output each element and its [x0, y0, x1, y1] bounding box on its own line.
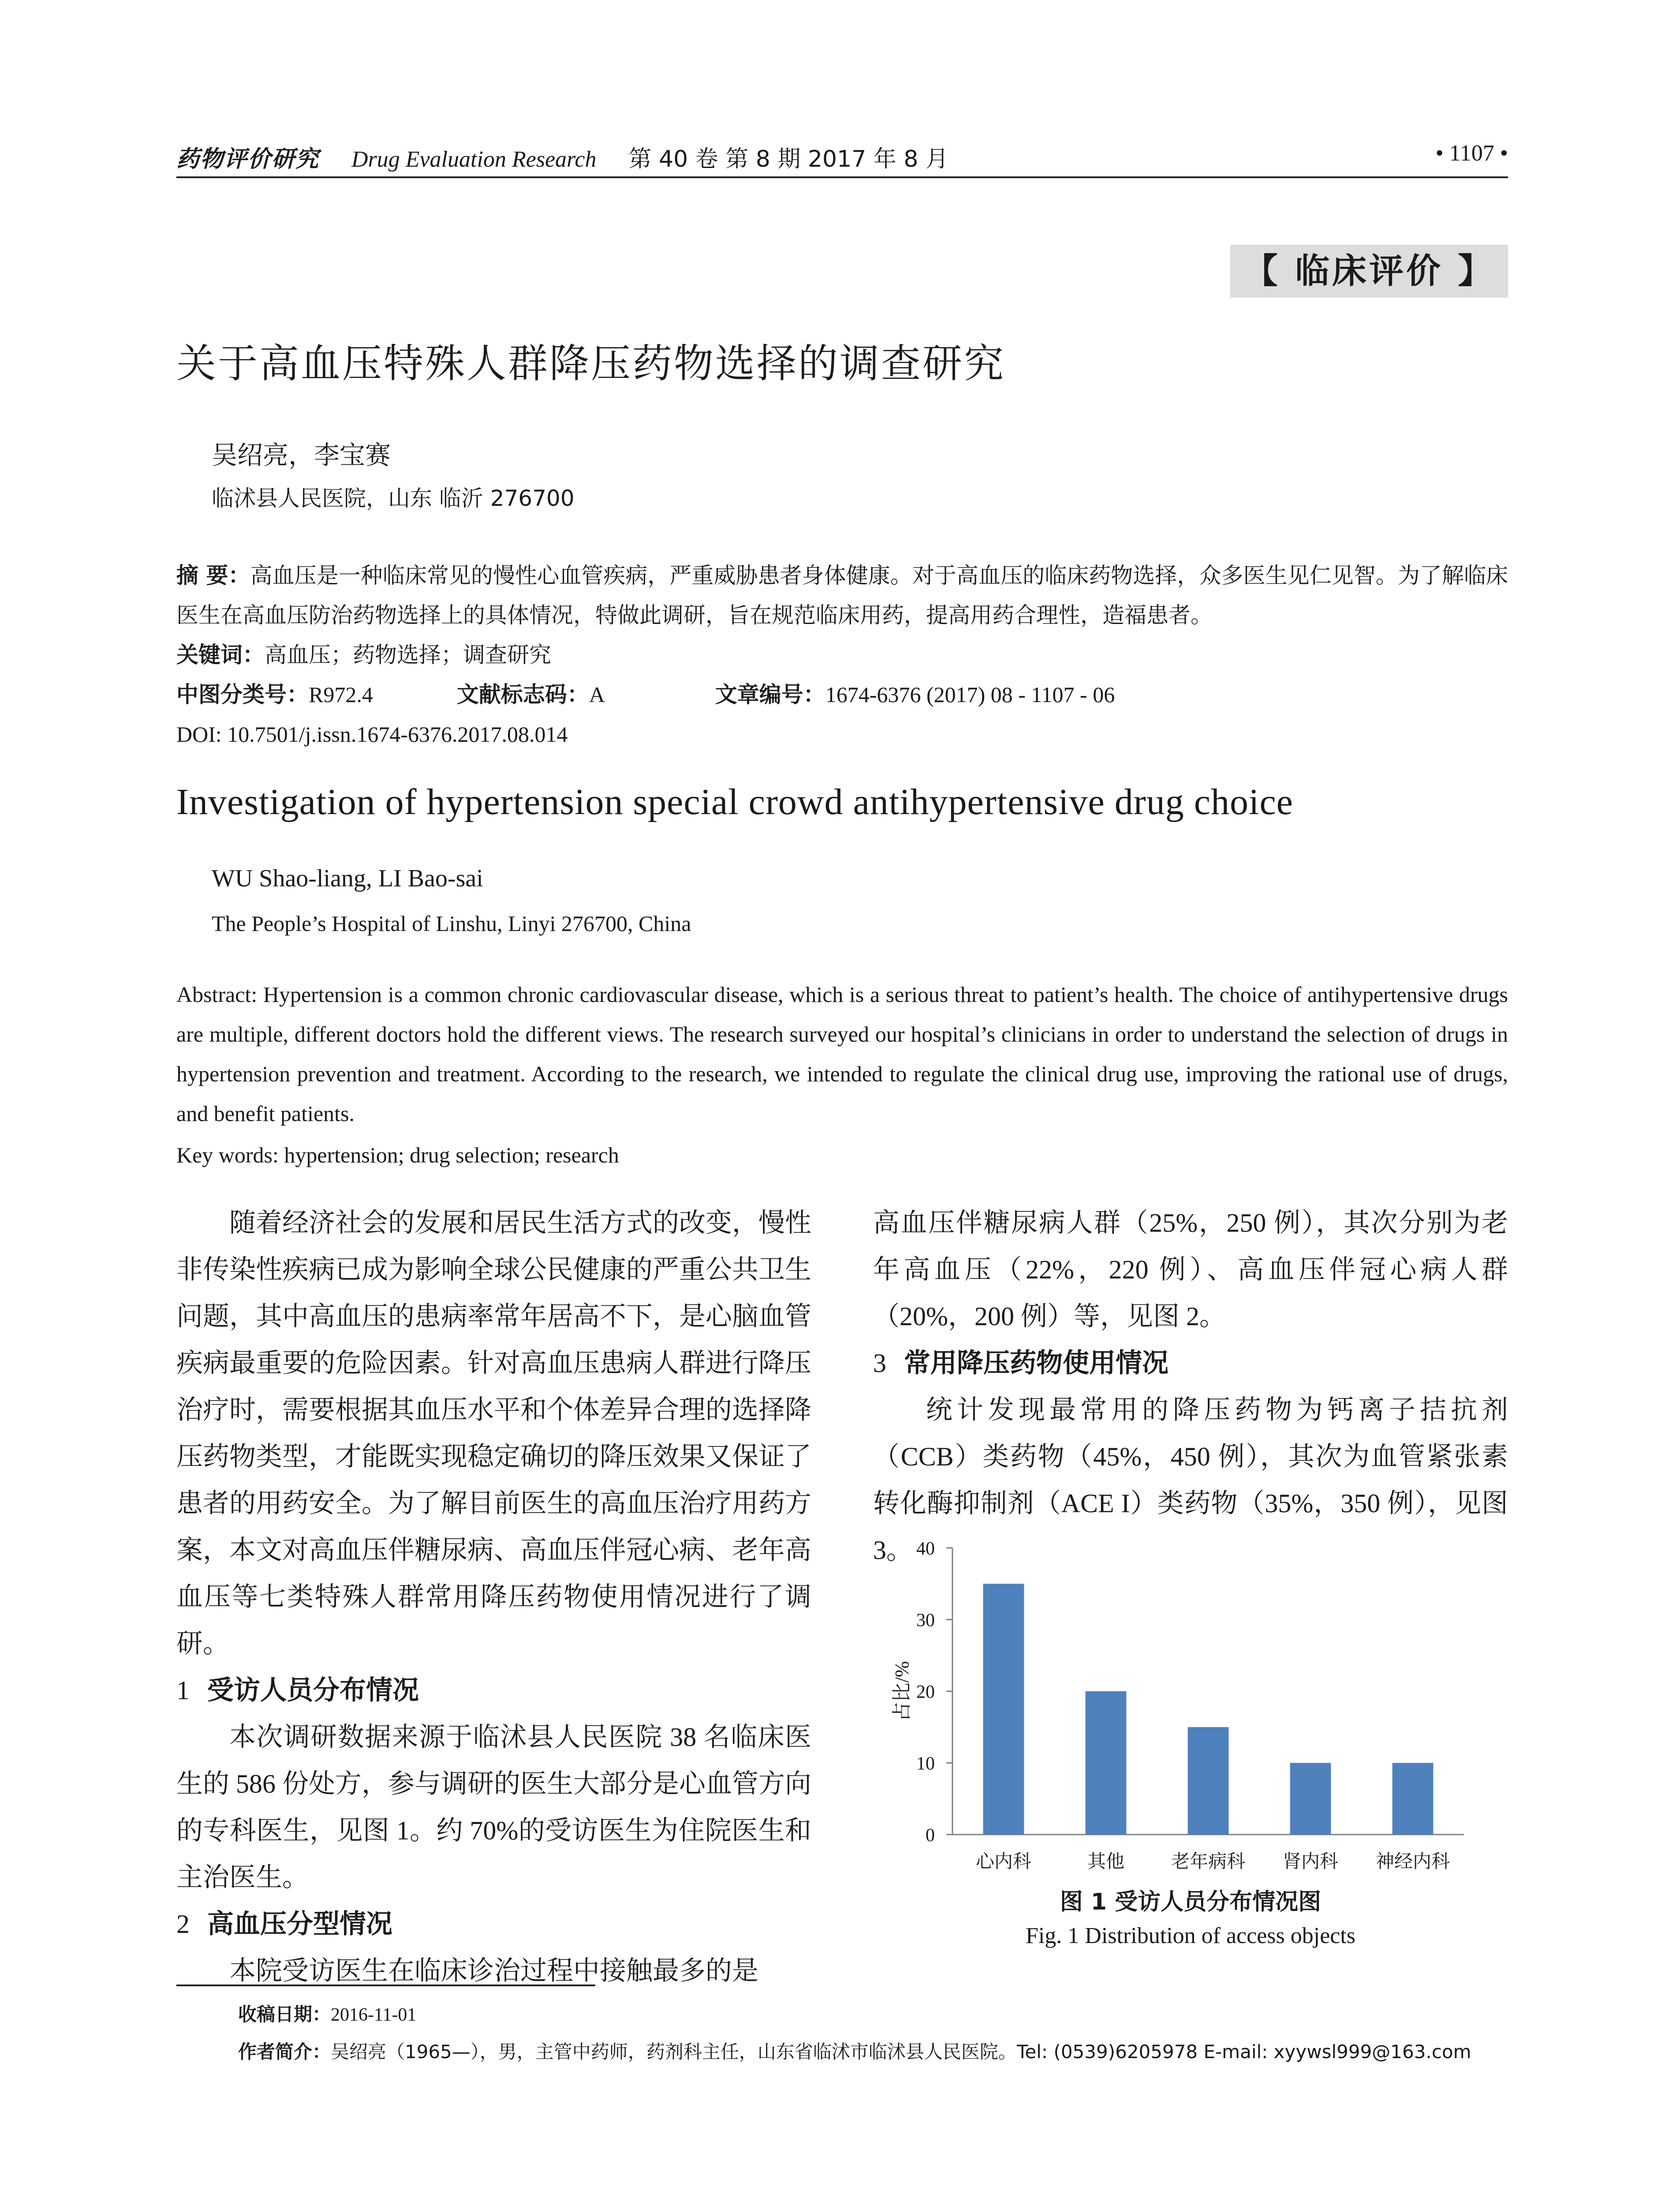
keywords-cn-label: 关键词： — [176, 642, 265, 668]
keywords-cn — [176, 635, 1508, 675]
chart-bar — [1086, 1691, 1127, 1835]
document-code — [457, 675, 708, 714]
chart-bar — [1290, 1763, 1331, 1835]
y-axis-label: 占比/% — [891, 1661, 913, 1722]
clc-value: R972.4 — [309, 682, 373, 707]
author-bio-label: 作者简介： — [238, 2041, 331, 2063]
x-category-label: 心内科 — [975, 1850, 1032, 1872]
footnote-author-bio — [238, 2037, 1471, 2064]
clc-code — [176, 675, 450, 714]
x-category-label: 神经内科 — [1375, 1850, 1450, 1872]
y-tick-label: 10 — [916, 1753, 935, 1774]
chart-bar — [1393, 1763, 1434, 1835]
x-category-label: 老年病科 — [1171, 1850, 1246, 1872]
section-heading-1 — [176, 1667, 811, 1714]
abstract-en-text: Hypertension is a common chronic cardiovascular disease, which is a serious threat to patient’s health. The choice of antihypertensive drugs are multiple, different doctors hold the different views. The research surveyed our hospital’s clinicians in order to understand the selection of drugs in hypertension prevention and treatment. According to the research, we intended to regulate the clinical drug use, improving the rational use of drugs, and benefit patients. — [176, 982, 1508, 1126]
y-tick-label: 20 — [916, 1682, 935, 1702]
section-number-1: 1 — [176, 1676, 190, 1705]
title-en: Investigation of hypertension special crowd antihypertensive drug choice — [176, 781, 1293, 822]
body-column-left — [176, 1200, 811, 1994]
section-2-paragraph: 本院受访医生在临床诊治过程中接触最多的是 — [229, 1956, 758, 1985]
section-3-paragraph: 统计发现最常用的降压药物为钙离子拮抗剂（CCB）类药物（45%，450 例），其次为血管紧张素转化酶抑制剂（ACE I）类药物（35%，350 例），见图 3。 — [873, 1395, 1508, 1565]
journal-name-cn: 药物评价研究 — [176, 146, 320, 172]
affiliation-cn: 临沭县人民医院，山东 临沂 276700 — [212, 486, 575, 511]
footnote-rule — [176, 1984, 595, 1986]
section-heading-3 — [873, 1340, 1508, 1387]
header-rule — [176, 176, 1508, 178]
y-tick-label: 30 — [916, 1610, 935, 1631]
section-2-continued: 高血压伴糖尿病人群（25%，250 例），其次分别为老年高血压（22%，220 例）、高血压伴冠心病人群（20%，200 例）等，见图 2。 — [873, 1208, 1508, 1331]
chart-bar — [983, 1584, 1024, 1835]
running-header — [176, 140, 1508, 176]
article-label: 文章编号： — [715, 682, 825, 707]
clc-label: 中图分类号： — [176, 682, 309, 707]
doi[interactable]: DOI: 10.7501/j.issn.1674-6376.2017.08.014 — [176, 722, 568, 747]
y-tick-labels — [916, 1539, 952, 1846]
footnote-received — [238, 2000, 416, 2026]
intro-paragraph: 随着经济社会的发展和居民生活方式的改变，慢性非传染性疾病已成为影响全球公民健康的严重公共卫生问题，其中高血压的患病率常年居高不下，是心脑血管疾病最重要的危险因素。针对高血压患病人群进行降压治疗时，需要根据其血压水平和个体差异合理的选择降压药物类型，才能既实现稳定确切的降压效果又保证了患者的用药安全。为了解目前医生的高血压治疗用药方案，本文对高血压伴糖尿病、高血压伴冠心病、老年高血压等七类特殊人群常用降压药物使用情况进行了调研。 — [176, 1208, 811, 1658]
section-tag: 【 临床评价 】 — [1230, 245, 1508, 298]
doc-value: A — [589, 682, 605, 707]
section-title-1: 受访人员分布情况 — [207, 1675, 419, 1706]
issue-info: 第 40 卷 第 8 期 2017 年 8 月 — [628, 146, 948, 172]
affiliation-en: The People’s Hospital of Linshu, Linyi 276700, China — [212, 911, 691, 936]
author-bio-text: 吴绍亮（1965—），男，主管中药师，药剂科主任，山东省临沭市临沭县人民医院。Tel: (0539)6205978 E-mail: xyywsl999@163.com — [331, 2041, 1471, 2063]
keywords-cn-text: 高血压；药物选择；调查研究 — [265, 642, 551, 668]
body-column-right — [873, 1200, 1508, 1573]
journal-name-en: Drug Evaluation Research — [351, 147, 597, 172]
x-tick-labels — [976, 1850, 1450, 1872]
abstract-en — [176, 975, 1508, 1133]
page-number: • 1107 • — [1435, 141, 1508, 166]
abstract-cn — [176, 556, 1508, 635]
received-date: 2016-11-01 — [331, 2005, 417, 2025]
chart-bars — [983, 1584, 1434, 1835]
article-value: 1674-6376 (2017) 08 - 1107 - 06 — [825, 682, 1115, 707]
keywords-en — [176, 1142, 619, 1168]
x-category-label: 其他 — [1087, 1850, 1125, 1872]
section-heading-2 — [176, 1901, 811, 1947]
authors-en: WU Shao-liang, LI Bao-sai — [212, 865, 483, 892]
classification-codes — [176, 675, 1508, 714]
chart-bar — [1188, 1727, 1229, 1835]
authors-cn: 吴绍亮，李宝赛 — [212, 440, 391, 470]
x-category-label: 肾内科 — [1282, 1850, 1339, 1872]
section-1-paragraph: 本次调研数据来源于临沭县人民医院 38 名临床医生的 586 份处方，参与调研的医生大部分是心血管方向的专科医生，见图 1。约 70%的受访医生为住院医生和主治医生。 — [176, 1723, 811, 1892]
abstract-cn-text: 高血压是一种临床常见的慢性心血管疾病，严重威胁患者身体健康。对于高血压的临床药物选择，众多医生见仁见智。为了解临床医生在高血压防治药物选择上的具体情况，特做此调研，旨在规范临床用药，提高用药合理性，造福患者。 — [176, 563, 1508, 628]
keywords-en-text: hypertension; drug selection; research — [278, 1143, 619, 1167]
doc-label: 文献标志码： — [456, 682, 589, 707]
section-title-2: 高血压分型情况 — [207, 1909, 392, 1940]
figure-1-bar-chart — [873, 1530, 1508, 1910]
figure-caption-cn: 图 1 受访人员分布情况图 — [1060, 1889, 1322, 1915]
abstract-en-label: Abstract: — [176, 982, 258, 1007]
y-tick-label: 40 — [916, 1539, 935, 1559]
y-tick-label: 0 — [926, 1825, 935, 1846]
abstract-cn-label: 摘 要： — [176, 563, 250, 588]
section-number-3: 3 — [873, 1349, 886, 1378]
keywords-en-label: Key words: — [176, 1143, 279, 1167]
section-title-3: 常用降压药物使用情况 — [904, 1348, 1169, 1379]
figure-caption-en: Fig. 1 Distribution of access objects — [1025, 1923, 1356, 1948]
section-number-2: 2 — [176, 1910, 190, 1939]
article-code — [715, 675, 1115, 714]
title-cn: 关于高血压特殊人群降压药物选择的调查研究 — [176, 340, 1005, 387]
received-label: 收稿日期： — [238, 2003, 331, 2025]
